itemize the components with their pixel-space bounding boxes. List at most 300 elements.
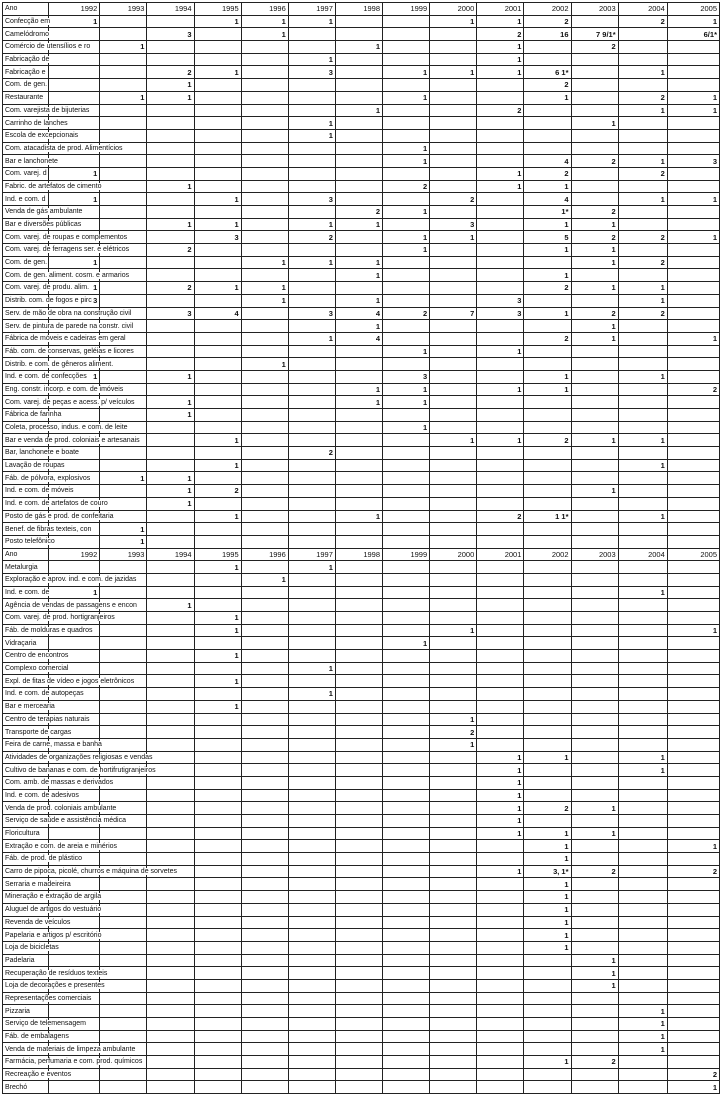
- value-cell: 3: [667, 155, 719, 168]
- value-cell: [571, 104, 618, 117]
- value-cell: [383, 675, 430, 688]
- label-text: Farmácia, perfumaria e com. prod. químicos: [5, 1058, 143, 1066]
- value-cell: [241, 865, 288, 878]
- value-cell: [147, 954, 194, 967]
- table-row: [3, 891, 720, 904]
- value-cell: [667, 1056, 719, 1069]
- activity-label: [3, 853, 83, 866]
- value-cell: [194, 688, 241, 701]
- value-cell: [100, 637, 147, 650]
- value-cell: [147, 802, 194, 815]
- value-cell: [618, 815, 667, 828]
- activity-label: [3, 523, 92, 536]
- value-cell: [194, 916, 241, 929]
- table-row: [3, 523, 720, 536]
- activity-label: [3, 155, 58, 168]
- table-row: [3, 700, 720, 713]
- activity-label: [3, 447, 79, 460]
- value-cell: [335, 447, 382, 460]
- value-cell: 3, 1*: [524, 865, 571, 878]
- year-header-cell: 1998: [335, 548, 382, 561]
- year-header-cell: 2000: [430, 3, 477, 16]
- value-cell: [430, 878, 477, 891]
- activity-label: [3, 28, 49, 41]
- value-cell: [667, 764, 719, 777]
- value-cell: [524, 764, 571, 777]
- value-cell: [335, 624, 382, 637]
- value-cell: [288, 383, 335, 396]
- value-cell: 1: [430, 713, 477, 726]
- value-cell: 2: [524, 15, 571, 28]
- value-cell: 1: [571, 256, 618, 269]
- value-cell: [100, 66, 147, 79]
- activity-label: [3, 41, 91, 54]
- value-cell: [667, 789, 719, 802]
- value-cell: [667, 434, 719, 447]
- value-cell: 3: [477, 294, 524, 307]
- value-cell: 4: [524, 193, 571, 206]
- label-text: Fábrica de móveis e cadeiras em geral: [5, 335, 126, 343]
- value-cell: 1: [524, 91, 571, 104]
- value-cell: [147, 447, 194, 460]
- value-cell: [383, 332, 430, 345]
- value-cell: [288, 891, 335, 904]
- table-row: [3, 15, 720, 28]
- value-cell: [194, 840, 241, 853]
- value-cell: [147, 903, 194, 916]
- label-text: Brechó: [5, 1083, 28, 1091]
- value-cell: [667, 510, 719, 523]
- value-cell: [571, 815, 618, 828]
- value-cell: [147, 104, 194, 117]
- year-header-cell: 1992: [49, 548, 100, 561]
- table-row: [3, 662, 720, 675]
- value-cell: [147, 561, 194, 574]
- value-cell: [524, 41, 571, 54]
- value-cell: [618, 878, 667, 891]
- value-cell: [667, 916, 719, 929]
- value-cell: [100, 624, 147, 637]
- value-cell: [147, 1043, 194, 1056]
- value-cell: [335, 1081, 382, 1094]
- value-cell: 1: [618, 1030, 667, 1043]
- label-text: Bar e diversões públicas: [5, 221, 82, 229]
- value-cell: [241, 992, 288, 1005]
- value-cell: [571, 472, 618, 485]
- value-cell: 1: [288, 561, 335, 574]
- value-cell: [430, 332, 477, 345]
- activity-label: [3, 675, 135, 688]
- table-row: [3, 1068, 720, 1081]
- value-cell: 1: [477, 15, 524, 28]
- value-cell: [335, 28, 382, 41]
- label-text: Complexo comercial: [5, 665, 69, 673]
- value-cell: 1: [477, 751, 524, 764]
- value-cell: [430, 104, 477, 117]
- value-cell: [49, 91, 100, 104]
- value-cell: [571, 91, 618, 104]
- label-text: Escola de excepcionais: [5, 132, 79, 140]
- value-cell: [288, 345, 335, 358]
- value-cell: 1: [571, 244, 618, 257]
- header-row: [3, 3, 720, 16]
- label-text: Restaurante: [5, 94, 44, 102]
- label-text: Com. atacadista de prod. Alimentícios: [5, 144, 123, 152]
- year-header-cell: 1999: [383, 548, 430, 561]
- label-text: Eng. constr. incorp. e com. de imóveis: [5, 385, 124, 393]
- value-cell: [477, 979, 524, 992]
- value-cell: [194, 764, 241, 777]
- value-cell: [524, 700, 571, 713]
- value-cell: [571, 650, 618, 663]
- value-cell: [100, 1018, 147, 1031]
- label-text: Venda de gás ambulante: [5, 208, 83, 216]
- value-cell: [335, 91, 382, 104]
- value-cell: 1: [147, 218, 194, 231]
- table-row: [3, 269, 720, 282]
- activity-label: [3, 244, 130, 257]
- value-cell: [147, 929, 194, 942]
- value-cell: [194, 91, 241, 104]
- value-cell: 2: [147, 66, 194, 79]
- value-cell: [288, 789, 335, 802]
- value-cell: [524, 1068, 571, 1081]
- value-cell: [618, 599, 667, 612]
- year-header-cell: 1994: [147, 548, 194, 561]
- value-cell: [194, 497, 241, 510]
- value-cell: [100, 979, 147, 992]
- value-cell: [571, 358, 618, 371]
- value-cell: 1: [618, 155, 667, 168]
- value-cell: [430, 358, 477, 371]
- value-cell: [618, 789, 667, 802]
- value-cell: [241, 206, 288, 219]
- value-cell: [571, 345, 618, 358]
- value-cell: [288, 992, 335, 1005]
- value-cell: 1: [49, 256, 100, 269]
- value-cell: [571, 992, 618, 1005]
- value-cell: [477, 370, 524, 383]
- value-cell: 1: [335, 218, 382, 231]
- value-cell: [335, 662, 382, 675]
- value-cell: 2: [571, 206, 618, 219]
- value-cell: [430, 561, 477, 574]
- value-cell: [524, 472, 571, 485]
- value-cell: 3: [288, 307, 335, 320]
- value-cell: [571, 497, 618, 510]
- value-cell: [194, 142, 241, 155]
- value-cell: 2: [618, 256, 667, 269]
- value-cell: [288, 409, 335, 422]
- value-cell: [667, 218, 719, 231]
- value-cell: 1: [194, 434, 241, 447]
- label-text: Feira de carne, massa e banha: [5, 741, 102, 749]
- value-cell: 1: [618, 510, 667, 523]
- value-cell: [194, 447, 241, 460]
- value-cell: [335, 1056, 382, 1069]
- label-text: Benef. de fibras texteis, con: [5, 525, 92, 533]
- value-cell: [194, 358, 241, 371]
- value-cell: [147, 117, 194, 130]
- value-cell: [288, 282, 335, 295]
- value-cell: [430, 409, 477, 422]
- value-cell: [335, 142, 382, 155]
- value-cell: [288, 1056, 335, 1069]
- value-cell: [100, 485, 147, 498]
- value-cell: [524, 599, 571, 612]
- value-cell: [335, 485, 382, 498]
- activity-label: [3, 358, 114, 371]
- value-cell: [100, 409, 147, 422]
- value-cell: [618, 612, 667, 625]
- year-header-cell: 2000: [430, 548, 477, 561]
- value-cell: [430, 485, 477, 498]
- value-cell: [147, 713, 194, 726]
- value-cell: 1: [571, 332, 618, 345]
- value-cell: [667, 142, 719, 155]
- value-cell: [288, 497, 335, 510]
- activity-label: [3, 789, 79, 802]
- year-header-cell: 2004: [618, 548, 667, 561]
- value-cell: 1: [571, 979, 618, 992]
- activity-label: [3, 91, 49, 104]
- value-cell: [524, 1005, 571, 1018]
- value-cell: [430, 1081, 477, 1094]
- value-cell: [571, 853, 618, 866]
- value-cell: [667, 573, 719, 586]
- value-cell: [288, 294, 335, 307]
- value-cell: [477, 244, 524, 257]
- value-cell: [524, 624, 571, 637]
- value-cell: 1: [571, 802, 618, 815]
- value-cell: [241, 675, 288, 688]
- value-cell: [383, 815, 430, 828]
- value-cell: [100, 738, 147, 751]
- value-cell: [667, 535, 719, 548]
- value-cell: [241, 688, 288, 701]
- value-cell: [383, 840, 430, 853]
- activity-label: [3, 79, 49, 92]
- value-cell: 1: [147, 180, 194, 193]
- table-row: [3, 218, 720, 231]
- value-cell: [430, 802, 477, 815]
- value-cell: [667, 776, 719, 789]
- value-cell: [241, 345, 288, 358]
- value-cell: [241, 700, 288, 713]
- value-cell: [571, 510, 618, 523]
- value-cell: [667, 726, 719, 739]
- value-cell: 1: [524, 370, 571, 383]
- table-row: [3, 370, 720, 383]
- value-cell: [241, 447, 288, 460]
- value-cell: [147, 789, 194, 802]
- value-cell: [477, 637, 524, 650]
- value-cell: [288, 1030, 335, 1043]
- value-cell: 3: [147, 28, 194, 41]
- table-row: [3, 409, 720, 422]
- value-cell: [383, 1030, 430, 1043]
- value-cell: 1: [335, 396, 382, 409]
- value-cell: [430, 1030, 477, 1043]
- value-cell: [335, 472, 382, 485]
- value-cell: [100, 827, 147, 840]
- value-cell: 1: [288, 662, 335, 675]
- value-cell: [667, 1030, 719, 1043]
- value-cell: [241, 1043, 288, 1056]
- year-header-cell: 2003: [571, 3, 618, 16]
- value-cell: [241, 409, 288, 422]
- value-cell: [383, 688, 430, 701]
- value-cell: [147, 688, 194, 701]
- value-cell: [335, 840, 382, 853]
- value-cell: [100, 1030, 147, 1043]
- label-text: Fábrica de farinha: [5, 411, 62, 419]
- value-cell: [618, 421, 667, 434]
- value-cell: [335, 891, 382, 904]
- table-row: [3, 231, 720, 244]
- activity-label: [3, 840, 118, 853]
- value-cell: [383, 612, 430, 625]
- value-cell: [430, 370, 477, 383]
- value-cell: [194, 903, 241, 916]
- value-cell: [147, 700, 194, 713]
- value-cell: 6 1*: [524, 66, 571, 79]
- table-row: [3, 853, 720, 866]
- table-row: [3, 91, 720, 104]
- value-cell: 1: [383, 421, 430, 434]
- value-cell: [335, 967, 382, 980]
- value-cell: [241, 624, 288, 637]
- activity-label: [3, 865, 177, 878]
- label-text: Posto telefônico: [5, 538, 55, 546]
- activity-label: [3, 510, 114, 523]
- value-cell: 1: [288, 688, 335, 701]
- value-cell: [430, 1005, 477, 1018]
- value-cell: [147, 650, 194, 663]
- value-cell: [194, 776, 241, 789]
- value-cell: [335, 650, 382, 663]
- value-cell: 2: [524, 282, 571, 295]
- value-cell: [100, 117, 147, 130]
- value-cell: [667, 815, 719, 828]
- value-cell: [383, 485, 430, 498]
- value-cell: [241, 79, 288, 92]
- value-cell: [100, 903, 147, 916]
- value-cell: [100, 256, 147, 269]
- activity-label: [3, 231, 128, 244]
- value-cell: [477, 117, 524, 130]
- value-cell: 1: [49, 15, 100, 28]
- value-cell: 1: [477, 776, 524, 789]
- value-cell: [430, 28, 477, 41]
- value-cell: [618, 662, 667, 675]
- value-cell: 2: [571, 1056, 618, 1069]
- value-cell: [288, 358, 335, 371]
- value-cell: [241, 244, 288, 257]
- table-row: [3, 320, 720, 333]
- value-cell: [618, 41, 667, 54]
- value-cell: [430, 383, 477, 396]
- value-cell: [288, 929, 335, 942]
- value-cell: [571, 891, 618, 904]
- value-cell: 1: [571, 117, 618, 130]
- value-cell: 1: [618, 459, 667, 472]
- value-cell: 1: [383, 383, 430, 396]
- value-cell: [618, 688, 667, 701]
- table-row: [3, 396, 720, 409]
- value-cell: [288, 573, 335, 586]
- value-cell: [618, 409, 667, 422]
- value-cell: [288, 28, 335, 41]
- value-cell: [241, 827, 288, 840]
- activity-label: [3, 15, 49, 28]
- value-cell: [383, 41, 430, 54]
- value-cell: [667, 941, 719, 954]
- year-header-cell: 1995: [194, 3, 241, 16]
- value-cell: [147, 459, 194, 472]
- value-cell: [524, 637, 571, 650]
- value-cell: [477, 358, 524, 371]
- label-text: Com. varej. de prod. hortigranjeiros: [5, 614, 115, 622]
- value-cell: [241, 1018, 288, 1031]
- value-cell: [571, 1043, 618, 1056]
- value-cell: [335, 193, 382, 206]
- label-text: Bar e venda de prod. coloniais e artesanais: [5, 436, 140, 444]
- value-cell: [571, 903, 618, 916]
- value-cell: [618, 269, 667, 282]
- year-header-cell: 1993: [100, 3, 147, 16]
- activity-label: [3, 1005, 49, 1018]
- value-cell: 1: [618, 370, 667, 383]
- table-row: [3, 41, 720, 54]
- value-cell: [241, 320, 288, 333]
- value-cell: [430, 53, 477, 66]
- value-cell: [430, 789, 477, 802]
- value-cell: 1: [383, 155, 430, 168]
- value-cell: 1: [524, 383, 571, 396]
- label-text: Venda de prod. coloniais ambulante: [5, 804, 117, 812]
- value-cell: [241, 713, 288, 726]
- value-cell: [618, 979, 667, 992]
- value-cell: [100, 688, 147, 701]
- value-cell: [430, 1018, 477, 1031]
- table-row: [3, 802, 720, 815]
- label-text: Distrib. com. de fogos e pirc: [5, 297, 92, 305]
- activity-label: [3, 561, 49, 574]
- value-cell: [194, 878, 241, 891]
- value-cell: [430, 815, 477, 828]
- value-cell: [241, 396, 288, 409]
- year-header-cell: 2003: [571, 548, 618, 561]
- value-cell: [477, 485, 524, 498]
- value-cell: [571, 523, 618, 536]
- year-header-cell: 1993: [100, 548, 147, 561]
- value-cell: [524, 535, 571, 548]
- value-cell: [667, 1043, 719, 1056]
- value-cell: 1: [524, 853, 571, 866]
- value-cell: [288, 370, 335, 383]
- value-cell: [524, 789, 571, 802]
- activity-label: [3, 307, 132, 320]
- value-cell: [618, 472, 667, 485]
- value-cell: [241, 1081, 288, 1094]
- activity-label: [3, 764, 156, 777]
- table-row: [3, 180, 720, 193]
- label-text: Exploração e aprov. ind. e com. de jazidas: [5, 576, 137, 584]
- value-cell: [667, 421, 719, 434]
- value-cell: 1: [430, 66, 477, 79]
- activity-label: [3, 688, 84, 701]
